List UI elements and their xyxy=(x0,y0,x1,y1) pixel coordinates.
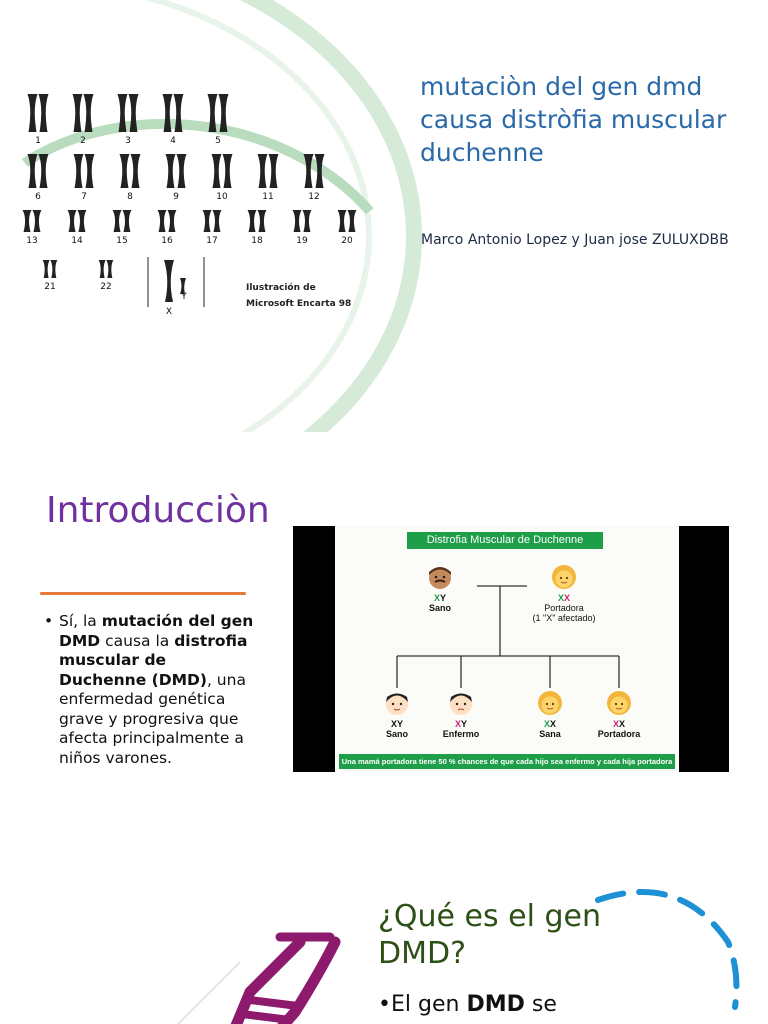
chromosome-number: 19 xyxy=(296,236,308,246)
child-4-chrom-x2: X xyxy=(619,719,626,729)
daughter-healthy-face-icon xyxy=(537,690,563,716)
chromosome-pair xyxy=(43,260,58,292)
chromosome-pair xyxy=(113,210,132,246)
chromosome-pair xyxy=(338,210,357,246)
slide-title: Introducciòn xyxy=(46,490,270,531)
chromosome xyxy=(158,210,167,232)
child-label-2 xyxy=(426,719,496,739)
chromosome-pair xyxy=(68,210,87,246)
bullet-dot: • xyxy=(378,992,391,1017)
mother-note: (1 "X" afectado) xyxy=(532,613,596,623)
chromosome xyxy=(163,94,173,132)
chromosome-pair xyxy=(203,210,222,246)
chromosome-number: 20 xyxy=(341,236,353,246)
chromosome xyxy=(118,94,128,132)
father-face-icon xyxy=(427,564,453,590)
chromosome-number: 2 xyxy=(80,136,86,146)
child-4-chrom-x1: X xyxy=(612,719,619,729)
child-3-chrom-x2: X xyxy=(550,719,557,729)
child-1-chrom-x: X xyxy=(390,719,397,729)
chromosome-number: 13 xyxy=(26,236,38,246)
chromosome xyxy=(129,94,139,132)
chromosome xyxy=(203,210,212,232)
chromosome-pair xyxy=(73,94,94,146)
diagram-title: Distrofia Muscular de Duchenne xyxy=(407,532,603,549)
chromosome xyxy=(293,210,302,232)
child-4-status: Portadora xyxy=(597,729,641,739)
chromosome-number: 9 xyxy=(173,192,179,202)
bullet-bold-disease: distrofia muscular de Duchenne (DMD) xyxy=(59,631,248,689)
chromosome xyxy=(84,94,94,132)
chromosome-number: 18 xyxy=(251,236,263,246)
chromosome-number: 10 xyxy=(216,192,228,202)
chromosome-number: 5 xyxy=(215,136,221,146)
chromosome xyxy=(315,154,325,188)
child-1-status: Sano xyxy=(385,729,408,739)
bullet-text-part: causa la xyxy=(100,631,175,650)
bullet-text-part: El gen xyxy=(390,992,467,1017)
son-healthy-face-icon xyxy=(384,690,410,716)
bullet-text xyxy=(44,612,254,768)
chromosome xyxy=(223,154,233,188)
title-underline xyxy=(40,592,246,595)
chromosome-number: 17 xyxy=(206,236,218,246)
diagram-panel xyxy=(335,526,679,772)
chromosome xyxy=(302,210,311,232)
chromosome xyxy=(338,210,347,232)
chromosome-pair xyxy=(166,154,187,202)
chromosome xyxy=(208,94,218,132)
slide-authors: Marco Antonio Lopez y Juan jose ZULUXDBB xyxy=(421,232,729,248)
chromosome xyxy=(43,260,50,278)
mother-chrom-x1: X xyxy=(557,593,564,603)
chromosome-number: 6 xyxy=(35,192,41,202)
bullet-text-part: se xyxy=(524,992,557,1017)
father-status: Sano xyxy=(428,603,451,613)
son-affected-face-icon xyxy=(448,690,474,716)
chromosome-number: 15 xyxy=(116,236,128,246)
chromosome-pair xyxy=(158,210,177,246)
child-2-chrom-x: X xyxy=(454,719,461,729)
x-label: X xyxy=(165,307,173,317)
child-label-3 xyxy=(515,719,585,739)
chromosome xyxy=(39,94,49,132)
chromosome xyxy=(167,210,176,232)
chromosome xyxy=(23,210,32,232)
chromosome xyxy=(77,210,86,232)
chromosome-pair xyxy=(23,210,42,246)
chromosome-number: 14 xyxy=(71,236,83,246)
chromosome-pair xyxy=(120,154,141,202)
bullet-bold-gene: mutación del gen DMD xyxy=(59,612,254,650)
child-2-status: Enfermo xyxy=(442,729,480,739)
chromosome-pair xyxy=(28,94,49,146)
chromosome-number: 4 xyxy=(170,136,176,146)
child-1-chrom-y: Y xyxy=(397,719,404,729)
chromosome-number: 12 xyxy=(308,192,320,202)
chromosome xyxy=(113,210,122,232)
chromosome xyxy=(174,94,184,132)
chromosome-pair xyxy=(258,154,279,202)
chromosome-pair xyxy=(163,94,184,146)
chromosome-number: 11 xyxy=(262,192,274,202)
y-label: Y xyxy=(181,292,187,302)
mother-face-icon xyxy=(551,564,577,590)
title-slide xyxy=(0,0,768,432)
chromosome xyxy=(177,154,187,188)
chromosome-pair xyxy=(74,154,95,202)
gene-slide xyxy=(0,862,768,1024)
chromosome xyxy=(347,210,356,232)
chromosome xyxy=(32,210,41,232)
chromosome xyxy=(212,154,222,188)
slide-title: ¿Qué es el gen DMD? xyxy=(378,899,602,971)
chromosome-number: 21 xyxy=(44,282,56,292)
chromosome xyxy=(74,154,84,188)
bullet-content xyxy=(59,612,254,768)
chromosome-number: 16 xyxy=(161,236,173,246)
chromosome xyxy=(28,94,38,132)
mother-status: Portadora xyxy=(544,603,584,613)
child-3-status: Sana xyxy=(539,729,561,739)
credit-line-2: Microsoft Encarta 98 xyxy=(246,299,352,309)
chromosome xyxy=(219,94,229,132)
chromosome-pair xyxy=(28,154,49,202)
chromosome xyxy=(50,260,57,278)
bullet-dot: • xyxy=(44,612,54,630)
intro-slide xyxy=(0,432,768,862)
credit-line-1: Ilustración de xyxy=(246,283,316,293)
bullet-bold-gene: DMD xyxy=(466,992,525,1017)
mother-chrom-x2: X xyxy=(564,593,571,603)
mother-label xyxy=(529,593,599,623)
x-chromosome xyxy=(164,260,174,302)
child-3-chrom-x1: X xyxy=(543,719,550,729)
chromosome xyxy=(28,154,38,188)
dna-icon xyxy=(130,902,380,1024)
child-label-1 xyxy=(362,719,432,739)
chromosome-pair xyxy=(99,260,114,292)
chromosome-pair xyxy=(118,94,139,146)
chromosome xyxy=(248,210,257,232)
chromosome xyxy=(85,154,95,188)
father-label xyxy=(405,593,475,613)
child-2-chrom-y: Y xyxy=(461,719,468,729)
slide-title: mutaciòn del gen dmd causa distròfia muscular duchenne xyxy=(420,72,727,167)
chromosome xyxy=(106,260,113,278)
chromosome-number: 1 xyxy=(35,136,41,146)
chromosome xyxy=(166,154,176,188)
chromosome-pair xyxy=(212,154,233,202)
chromosome xyxy=(99,260,106,278)
father-chrom-x: X xyxy=(433,593,440,603)
chromosome xyxy=(304,154,314,188)
chromosome-pair xyxy=(208,94,229,146)
daughter-carrier-face-icon xyxy=(606,690,632,716)
bullet-text xyxy=(378,992,557,1017)
chromosome xyxy=(73,94,83,132)
chromosome xyxy=(212,210,221,232)
chromosome xyxy=(68,210,77,232)
chromosome xyxy=(257,210,266,232)
child-label-4 xyxy=(584,719,654,739)
diagram-footer: Una mamá portadora tiene 50 % chances de que cada hijo sea enfermo y cada hija portadora xyxy=(339,754,675,769)
chromosome-pair xyxy=(293,210,312,246)
chromosome xyxy=(120,154,130,188)
chromosome-number: 7 xyxy=(81,192,87,202)
chromosome-number: 3 xyxy=(125,136,131,146)
chromosome-pair xyxy=(248,210,267,246)
chromosome xyxy=(258,154,268,188)
bullet-text-part: Sí, la xyxy=(59,612,102,630)
karyotype-illustration xyxy=(18,82,358,322)
bullet-text-part: , una enfermedad genética grave y progresiva que afecta principalmente a niños varones. xyxy=(59,670,246,767)
chromosome-number: 22 xyxy=(100,282,112,292)
chromosome-pair xyxy=(304,154,325,202)
inheritance-diagram xyxy=(293,526,729,772)
chromosome-number: 8 xyxy=(127,192,133,202)
chromosome xyxy=(39,154,49,188)
sex-chromosomes xyxy=(148,257,204,317)
chromosome xyxy=(131,154,141,188)
chromosome xyxy=(122,210,131,232)
chromosome xyxy=(269,154,279,188)
father-chrom-y: Y xyxy=(440,593,447,603)
